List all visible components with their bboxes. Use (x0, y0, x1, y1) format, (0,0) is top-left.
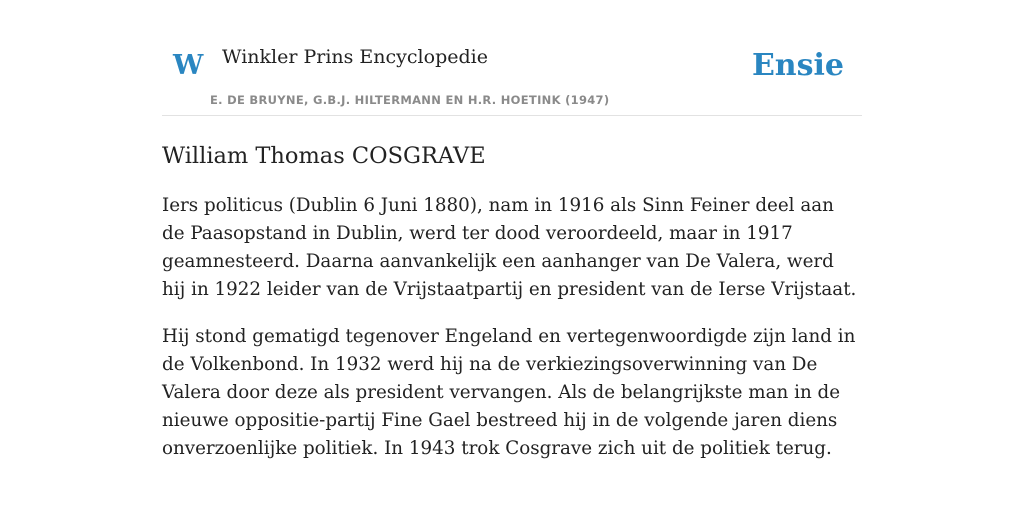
article-card (162, 0, 862, 463)
source-header (162, 0, 862, 116)
ensie-brand-link[interactable]: Ensie (751, 48, 844, 83)
article-paragraph: Hij stond gematigd tegenover Engeland en vertegenwoordigde zijn land in de Volkenbond. In 1932 werd hij na de verkiezingsoverwinning van De Valera door deze als president vervangen. Als de belangrijkste man in de nieuwe oppositie-partij Fine Gael bestreed hij in de volgende jaren diens onverzoenlijke politiek. In 1943 trok Cosgrave zich uit de politiek terug. (162, 326, 856, 460)
source-authors: E. DE BRUYNE, G.B.J. HILTERMANN EN H.R. HOETINK (1947) (210, 93, 610, 107)
encyclopedia-logo-icon[interactable]: W (173, 50, 204, 81)
article-title: William Thomas COSGRAVE (162, 143, 486, 169)
source-title[interactable]: Winkler Prins Encyclopedie (222, 46, 488, 68)
article-paragraph: Iers politicus (Dublin 6 Juni 1880), nam in 1916 als Sinn Feiner deel aan de Paasopstand in Dublin, werd ter dood veroordeeld, maar in 1917 geamnesteerd. Daarna aanvankelijk een aanhanger van De Valera, werd hij in 1922 leider van de Vrijstaatpartij en president van de Ierse Vrijstaat. (162, 195, 857, 301)
